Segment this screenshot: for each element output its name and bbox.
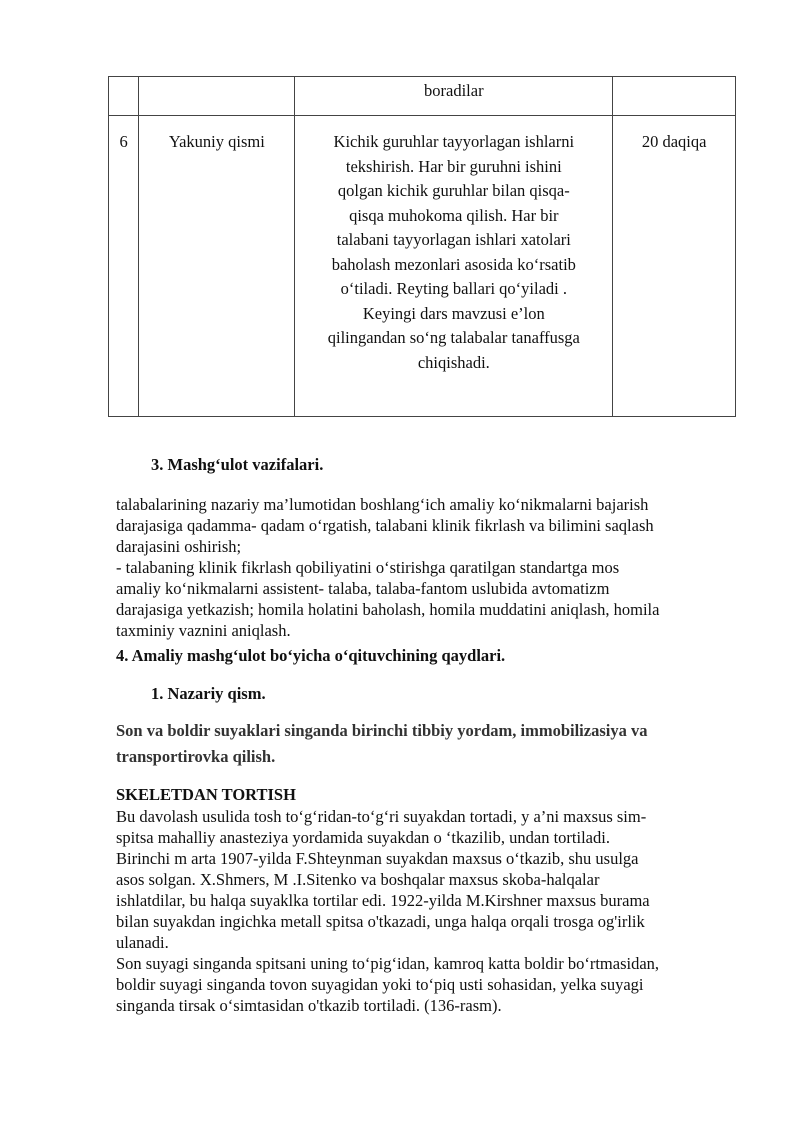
- text-line: Bu davolash usulida tosh to‘g‘ridan-to‘g‘ri suyakdan tortadi, y a’ni maxsus sim-: [116, 807, 647, 826]
- row-number-cell: [109, 116, 139, 417]
- skeletal-traction-text: [116, 806, 746, 1016]
- text-line: darajasiga yetkazish; homila holatini baholash, homila muddatini aniqlash, homila: [116, 600, 660, 619]
- topic-line: Son va boldir suyaklari singanda birinchi tibbiy yordam, immobilizasiya va: [116, 721, 648, 740]
- time-cell: [613, 116, 736, 417]
- topic-line: transportirovka qilish.: [116, 747, 276, 766]
- content-line: o‘tiladi. Reyting ballari qo‘yiladi .: [340, 279, 567, 298]
- text-line: talabalarining nazariy ma’lumotidan boshlang‘ich amaliy ko‘nikmalarni bajarish: [116, 495, 649, 514]
- text-line: Son suyagi singanda spitsani uning to‘pig‘idan, kamroq katta boldir bo‘rtmasidan,: [116, 954, 660, 973]
- stage-name: Yakuniy qismi: [168, 132, 265, 151]
- content-cell: boradilar: [295, 77, 613, 116]
- text-line: ulanadi.: [116, 933, 169, 952]
- text-line: spitsa mahalliy anasteziya yordamida suyakdan o ‘tkazilib, undan tortiladi.: [116, 828, 610, 847]
- text-line: amaliy ko‘nikmalarni assistent- talaba, talaba-fantom uslubida avtomatizm: [116, 579, 610, 598]
- content-cell: [295, 116, 613, 417]
- section-3-heading: 3. Mashg‘ulot vazifalari.: [151, 455, 324, 474]
- text-line: - talabaning klinik fikrlash qobiliyatini o‘stirishga qaratilgan standartga mos: [116, 558, 620, 577]
- content-line: qisqa muhokoma qilish. Har bir: [349, 205, 559, 225]
- content-line: qilingandan so‘ng talabalar tanaffusga: [327, 328, 580, 347]
- content-line: chiqishadi.: [417, 352, 490, 372]
- text-line: ishlatdilar, bu halqa suyaklka tortilar edi. 1922-yilda M.Kirshner maxsus burama: [116, 891, 650, 910]
- lesson-plan-table: [108, 76, 736, 417]
- content-text: [301, 130, 606, 375]
- text-line: darajasiga qadamma- qadam o‘rgatish, talabani klinik fikrlash va bilimini saqlash: [116, 516, 654, 535]
- section-4-heading: 4. Amaliy mashg‘ulot bo‘yicha o‘qituvchining qaydlari.: [116, 646, 506, 665]
- time-cell: [613, 77, 736, 116]
- text-line: taxminiy vaznini aniqlash.: [116, 621, 291, 640]
- topic-title: [116, 718, 756, 770]
- text-line: asos solgan. X.Shmers, M .I.Sitenko va boshqalar maxsus skoba-halqalar: [116, 870, 600, 889]
- table-row: [109, 116, 736, 417]
- stage-cell: [139, 77, 295, 116]
- row-number: 6: [119, 132, 128, 151]
- text-line: bilan suyakdan ingichka metall spitsa o'tkazadi, unga halqa orqali trosga og'irlik: [116, 912, 645, 931]
- time-value: 20 daqiqa: [641, 132, 707, 151]
- content-line: baholash mezonlari asosida ko‘rsatib: [331, 254, 576, 274]
- text-line: boldir suyagi singanda tovon suyagidan yoki to‘piq usti sohasidan, yelka suyagi: [116, 975, 644, 994]
- row-number-cell: [109, 77, 139, 116]
- content-line: Kichik guruhlar tayyorlagan ishlarni: [333, 132, 575, 151]
- section-3-text: [116, 494, 746, 641]
- content-line: tekshirish. Har bir guruhni ishini: [345, 156, 562, 176]
- content-line: qolgan kichik guruhlar bilan qisqa-: [337, 181, 570, 200]
- text-line: darajasini oshirish;: [116, 537, 242, 556]
- theory-part-heading: 1. Nazariy qism.: [151, 684, 266, 703]
- content-line: Keyingi dars mavzusi e’lon: [362, 303, 545, 323]
- content-line: talabani tayyorlagan ishlari xatolari: [336, 230, 571, 249]
- table-row: [109, 77, 736, 116]
- text-line: singanda tirsak o‘simtasidan o'tkazib tortiladi. (136-rasm).: [116, 996, 502, 1015]
- stage-cell: [139, 116, 295, 417]
- skeletal-traction-heading: SKELETDAN TORTISH: [116, 785, 296, 804]
- text-line: Birinchi m arta 1907-yilda F.Shteynman suyakdan maxsus o‘tkazib, shu usulga: [116, 849, 639, 868]
